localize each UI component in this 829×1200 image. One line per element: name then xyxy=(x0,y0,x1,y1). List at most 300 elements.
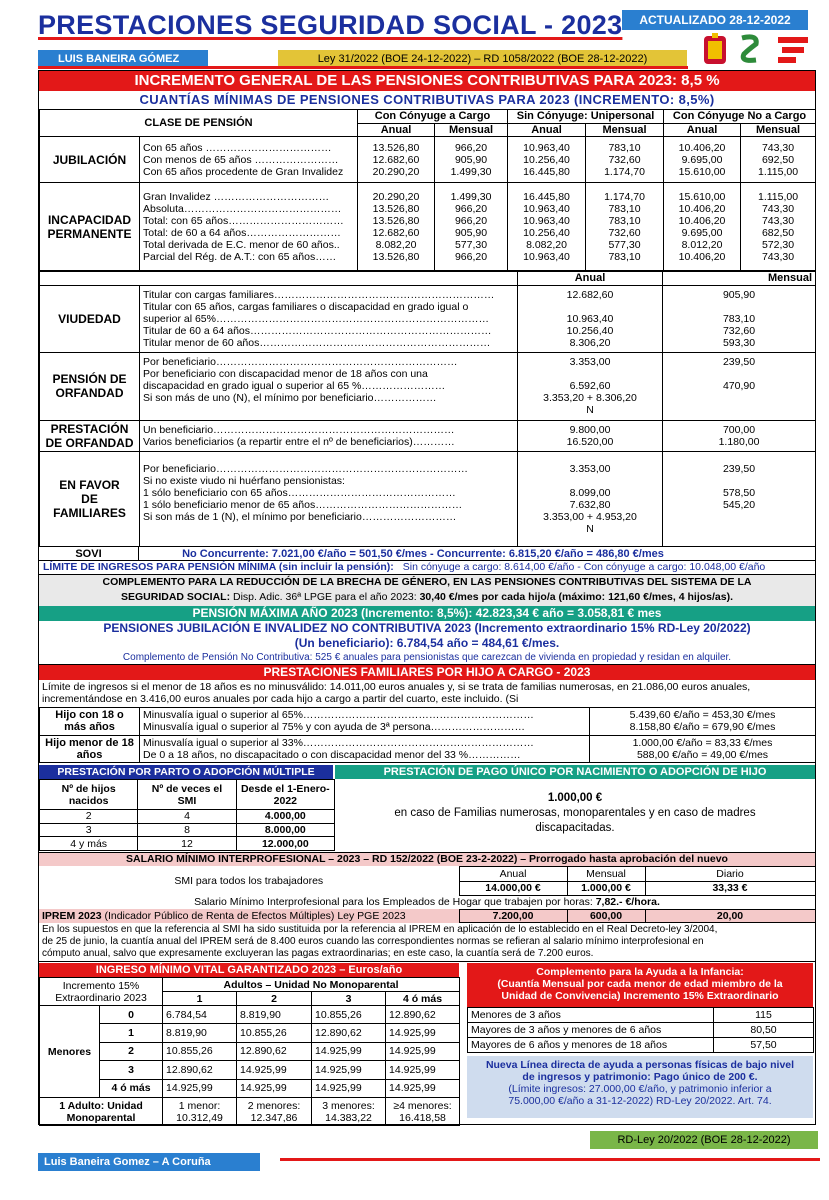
list-line: 6.592,60 xyxy=(569,380,611,393)
mono-key: 2 menores: xyxy=(247,1099,301,1112)
list-line: 966,20 xyxy=(454,202,488,215)
col-header: 3 xyxy=(312,992,386,1006)
list-line: 13.526,80 xyxy=(372,202,420,215)
row-key: 3 xyxy=(100,1061,163,1079)
cell: 6.784,54 xyxy=(163,1006,237,1024)
value-list xyxy=(358,137,435,183)
list-line: Por beneficiario…………………………………………………………… xyxy=(143,356,458,369)
list-line xyxy=(666,511,812,523)
multiple-birth-table xyxy=(39,779,335,851)
new-aid-line: (Límite ingresos: 27.000,00 €/año, y patrimonio inferior a xyxy=(508,1083,772,1095)
cell: 10.855,26 xyxy=(163,1042,237,1060)
cell: 4.000,00 xyxy=(236,810,334,824)
list-line: 8.082,20 xyxy=(526,238,567,251)
list-line: Un beneficiario…………………………………………………………… xyxy=(143,423,455,436)
value-list xyxy=(663,452,816,547)
list-line: 1.000,00 €/año = 83,33 €/mes xyxy=(632,736,773,749)
increase-banner: INCREMENTO GENERAL DE LAS PENSIONES CONTRIBUTIVAS PARA 2023: 8,5 % xyxy=(39,71,815,91)
smi-monthly: 1.000,00 € xyxy=(567,881,645,896)
list-line: Con 65 años ……………………………… xyxy=(143,141,332,154)
list-line: 10.256,40 xyxy=(523,153,570,166)
list-line: 966,20 xyxy=(454,141,488,154)
col-header: 2 xyxy=(237,992,312,1006)
list-line: Absoluta……………………………………… xyxy=(143,202,342,215)
smi-title: SALARIO MÍNIMO INTERPROFESIONAL – 2023 – RD 152/2022 (BOE 23-2-2022) – Prorrogado hasta aprobación del nuevo xyxy=(39,852,815,866)
list-line: 16.520,00 xyxy=(566,435,614,448)
child-benefits-intro xyxy=(39,681,815,707)
cell: 4 y más xyxy=(40,837,138,851)
iprem-monthly: 600,00 xyxy=(567,910,645,923)
single-payment-text: en caso de Familias numerosas, monoparentales y en caso de madres xyxy=(394,807,756,819)
list-line: 10.963,40 xyxy=(523,141,570,154)
list-line: 966,20 xyxy=(454,214,488,227)
child-benefits-title: PRESTACIONES FAMILIARES POR HIJO A CARGO - 2023 xyxy=(39,665,815,680)
list-line: 966,20 xyxy=(454,250,488,263)
cell: 12.890,62 xyxy=(386,1006,460,1024)
cell: 57,50 xyxy=(714,1038,814,1053)
item-list xyxy=(140,137,358,183)
value-list xyxy=(435,183,508,271)
list-line: Total: con 65 años…………………………… xyxy=(143,214,344,227)
sovi-text: No Concurrente: 7.021,00 €/año = 501,50 €/mes - Concurrente: 6.815,20 €/año = 486,80 €/mes xyxy=(182,548,664,560)
list-line: Con menos de 65 años …………………… xyxy=(143,153,339,166)
list-line: 10.406,20 xyxy=(678,141,726,154)
col-header: Anual xyxy=(518,272,663,286)
list-line: 1 sólo beneficiario menor de 65 años…………………………………… xyxy=(143,499,463,512)
list-line: 9.695,00 xyxy=(681,226,723,239)
list-line: 732,60 xyxy=(608,226,641,239)
complement-label: SEGURIDAD SOCIAL: xyxy=(120,591,231,603)
list-line: 1.180,00 xyxy=(718,435,760,448)
list-line: Unidad de Convivencia) Incremento 15% Extraordinario xyxy=(501,990,779,1002)
list-line: 905,90 xyxy=(454,153,488,166)
list-line: 10.406,20 xyxy=(678,202,726,215)
list-line: Total: de 60 a 64 años……………………… xyxy=(143,226,341,239)
list-line xyxy=(521,301,659,313)
list-line: Varios beneficiarios (a repartir entre el nº de beneficiarios)………… xyxy=(143,435,455,448)
list-line: Complemento para la Ayuda a la Infancia: xyxy=(536,966,744,978)
list-line: 3.353,00 + 4.953,20 xyxy=(543,511,637,524)
value-list xyxy=(664,137,741,183)
list-line: 1.499,30 xyxy=(450,190,492,203)
item-list xyxy=(140,183,358,271)
value-list xyxy=(358,183,435,271)
complement-amount: 30,40 €/mes por cada hijo/a (máximo: 121,60 €/mes, 4 hijos/as). xyxy=(419,591,733,603)
cell: 14.925,99 xyxy=(386,1024,460,1042)
item-list xyxy=(140,452,518,547)
list-line: 9.800,00 xyxy=(569,423,611,436)
list-line xyxy=(521,475,659,487)
iprem-desc: (Indicador Público de Renta de Efectos Múltiples) Ley PGE 2023 xyxy=(104,910,406,922)
col-header: Anual xyxy=(358,123,435,137)
iprem-daily: 20,00 xyxy=(645,910,815,923)
list-line: Si son más de uno (N), el mínimo por beneficiario……………… xyxy=(143,392,437,405)
list-line: 20.290,20 xyxy=(372,190,420,203)
cell: 12.000,00 xyxy=(236,837,334,851)
list-line: 783,10 xyxy=(608,141,641,154)
list-line: 732,60 xyxy=(608,153,641,166)
title-divider xyxy=(38,66,688,69)
list-line: 692,50 xyxy=(761,153,795,166)
value-list xyxy=(590,735,816,763)
list-line: Parcial del Rég. de A.T.: con 65 años…… xyxy=(143,250,337,263)
single-payment-box xyxy=(335,779,815,851)
list-line: 12.682,60 xyxy=(372,153,420,166)
list-line: 8.099,00 xyxy=(569,487,611,500)
group-header: Con Cónyuge No a Cargo xyxy=(664,110,816,124)
list-line: 13.526,80 xyxy=(372,250,420,263)
cell: 14.925,99 xyxy=(237,1061,312,1079)
list-line: Titular de 60 a 64 años…………………………………………………………… xyxy=(143,324,492,337)
imv-increase: Incremento 15% Extraordinario 2023 xyxy=(40,978,163,1006)
child-benefits-table xyxy=(39,707,815,763)
col-header: Mensual xyxy=(663,272,816,286)
list-line: 783,10 xyxy=(722,312,756,325)
value-list xyxy=(518,452,663,547)
imv-mono-label: 1 Adulto: Unidad Monoparental xyxy=(40,1098,163,1126)
list-line: De 0 a 18 años, no discapacitado o con discapacidad menor del 33 %…………… xyxy=(143,748,521,761)
list-line: 239,50 xyxy=(722,463,756,476)
list-line: 8.306,20 xyxy=(569,336,611,349)
list-line: 700,00 xyxy=(722,423,756,436)
list-line: 593,30 xyxy=(722,336,756,349)
value-list xyxy=(741,137,816,183)
noncontrib-title: PENSIONES JUBILACIÓN E INVALIDEZ NO CONTRIBUTIVA 2023 (Incremento extraordinario 15% RD-Ley 20/2022) xyxy=(103,621,751,635)
list-line: 16.445,80 xyxy=(523,165,570,178)
cell: 8.819,90 xyxy=(237,1006,312,1024)
list-line: 13.526,80 xyxy=(372,214,420,227)
list-line: 743,30 xyxy=(761,214,795,227)
list-line: 588,00 €/año = 49,00 €/mes xyxy=(636,748,769,761)
list-line: 12.682,60 xyxy=(566,288,614,301)
value-list xyxy=(664,183,741,271)
item-list xyxy=(140,353,518,420)
list-line: Por beneficiario con discapacidad menor de 18 años con una xyxy=(143,368,428,381)
col-header: Mensual xyxy=(567,867,645,882)
col-header: Anual xyxy=(508,123,586,137)
limit-row xyxy=(39,561,815,574)
list-line: 1.115,00 xyxy=(757,190,799,203)
list-line: 10.256,40 xyxy=(566,324,614,337)
list-line: N xyxy=(586,404,594,417)
col-header: Diario xyxy=(645,867,815,882)
updated-badge: ACTUALIZADO 28-12-2022 xyxy=(622,10,808,30)
item-list xyxy=(140,708,590,736)
list-line: 682,50 xyxy=(761,226,795,239)
sovi-label: SOVI xyxy=(39,547,139,561)
list-line xyxy=(666,523,812,535)
col-header: Nº de veces el SMI xyxy=(138,780,236,810)
list-line: En los supuestos en que la referencia al SMI ha sido sustituida por la referencia al IPREM en aplicación de lo establecido en el Real Decreto-ley 3/2004, xyxy=(42,924,718,935)
iprem-row xyxy=(39,909,815,923)
mono-key: 3 menores: xyxy=(322,1099,375,1112)
smi-table xyxy=(39,866,815,896)
imv-section xyxy=(39,963,815,1126)
sovi-row xyxy=(39,547,815,561)
gender-gap-complement xyxy=(39,574,815,606)
smi-annual: 14.000,00 € xyxy=(459,881,567,896)
col-header: Desde el 1-Enero-2022 xyxy=(236,780,334,810)
cell: 8.000,00 xyxy=(236,823,334,837)
row-label: JUBILACIÓN xyxy=(40,137,140,183)
list-line: 10.963,40 xyxy=(566,312,614,325)
col-header: Mensual xyxy=(586,123,664,137)
list-line xyxy=(666,301,812,313)
value-list xyxy=(518,420,663,452)
minimum-title: CUANTÍAS MÍNIMAS DE PENSIONES CONTRIBUTIVAS PARA 2023 (INCREMENTO: 8,5%) xyxy=(139,92,715,107)
cell: 14.925,99 xyxy=(312,1079,386,1097)
list-line: 783,10 xyxy=(608,202,641,215)
list-line: 470,90 xyxy=(722,380,756,393)
list-line: Total derivada de E.C. menor de 60 años.. xyxy=(143,238,340,251)
row-key: 0 xyxy=(100,1006,163,1024)
cell: 3 xyxy=(40,823,138,837)
list-line: 743,30 xyxy=(761,141,795,154)
single-payment-text: discapacitadas. xyxy=(535,822,615,834)
item-list xyxy=(140,735,590,763)
list-line xyxy=(521,368,659,380)
list-line: 1 sólo beneficiario con 65 años………………………………………… xyxy=(143,487,456,500)
multiple-birth-title: PRESTACIÓN POR PARTO O ADOPCIÓN MÚLTIPLE xyxy=(39,765,333,779)
limit-label: LÍMITE DE INGRESOS PARA PENSIÓN MÍNIMA (sin incluir la pensión): xyxy=(43,561,394,573)
list-line: 16.445,80 xyxy=(523,190,570,203)
footer-author: Luis Baneira Gomez – A Coruña xyxy=(38,1153,260,1171)
list-line: 8.082,20 xyxy=(375,238,417,251)
item-list xyxy=(140,420,518,452)
page-title: PRESTACIONES SEGURIDAD SOCIAL - 2023 xyxy=(38,10,623,40)
list-line: 239,50 xyxy=(722,356,756,369)
list-line: 20.290,20 xyxy=(372,165,420,178)
list-line xyxy=(666,368,812,380)
footer-divider xyxy=(280,1158,820,1161)
list-line: 783,10 xyxy=(608,250,641,263)
list-line: Gran Invalidez …………………………… xyxy=(143,190,330,203)
col-header: Nº de hijos nacidos xyxy=(40,780,138,810)
complement-title: COMPLEMENTO PARA LA REDUCCIÓN DE LA BRECHA DE GÉNERO, EN LAS PENSIONES CONTRIBUTIVAS DEL SISTEMA DE LA xyxy=(102,576,752,588)
single-payment-title: PRESTACIÓN DE PAGO ÚNICO POR NACIMIENTO O ADOPCIÓN DE HIJO xyxy=(335,765,815,779)
value-list xyxy=(590,708,816,736)
iprem-note xyxy=(39,924,815,962)
new-aid-line: Nueva Línea directa de ayuda a personas físicas de bajo nivel xyxy=(485,1059,795,1071)
iprem-label: IPREM 2023 xyxy=(42,910,102,922)
new-aid-line: de ingresos y patrimonio: Pago único de 200 €. xyxy=(522,1071,758,1083)
mono-key: ≥4 menores: xyxy=(393,1099,452,1112)
list-line xyxy=(143,404,514,416)
cell: 14.925,99 xyxy=(312,1061,386,1079)
list-line xyxy=(666,404,812,416)
cell: 8.819,90 xyxy=(163,1024,237,1042)
list-line: 743,30 xyxy=(761,250,795,263)
list-line: 577,30 xyxy=(608,238,641,251)
row-label: Hijo menor de 18 años xyxy=(40,735,140,763)
cell: 8 xyxy=(138,823,236,837)
minimum-pensions-table xyxy=(39,109,815,271)
value-list xyxy=(586,183,664,271)
list-line: Minusvalía igual o superior al 65%………………………………………………………… xyxy=(143,709,534,722)
max-pension-banner: PENSIÓN MÁXIMA AÑO 2023 (Incremento: 8,5%): 42.823,34 € año = 3.058,81 € mes xyxy=(39,606,815,621)
coat-of-arms-icon xyxy=(704,33,726,64)
row-label: PRESTACIÓN DE ORFANDAD xyxy=(40,420,140,452)
list-line: 1.499,30 xyxy=(450,165,492,178)
benefits-sheet xyxy=(38,70,816,1125)
other-pensions-table xyxy=(39,271,815,547)
row-label: INCAPACIDAD PERMANENTE xyxy=(40,183,140,271)
group-header: Sin Cónyuge: Unipersonal xyxy=(508,110,664,124)
group-header: Con Cónyuge a Cargo xyxy=(358,110,508,124)
cell: Menores de 3 años xyxy=(468,1008,714,1023)
value-list xyxy=(663,353,816,420)
single-payment-amount: 1.000,00 € xyxy=(547,792,603,804)
list-line: Por beneficiario……………………………………………………………… xyxy=(143,463,468,476)
cell: 14.925,99 xyxy=(237,1079,312,1097)
list-line: 8.158,80 €/año = 679,90 €/mes xyxy=(629,721,776,734)
imv-title: INGRESO MÍNIMO VITAL GARANTIZADO 2023 – Euros/año xyxy=(39,963,459,977)
smi-daily: 33,33 € xyxy=(645,881,815,896)
value-list xyxy=(586,137,664,183)
list-line: 743,30 xyxy=(761,202,795,215)
list-line: 13.526,80 xyxy=(372,141,420,154)
col-header: Mensual xyxy=(741,123,816,137)
infancia-title xyxy=(467,963,813,1007)
mono-key: 1 menor: xyxy=(178,1099,221,1112)
cell: Mayores de 3 años y menores de 6 años xyxy=(468,1023,714,1038)
item-list xyxy=(140,285,518,352)
imv-table xyxy=(39,977,459,1126)
list-line: 1.174,70 xyxy=(604,165,645,178)
imv-adults-header: Adultos – Unidad No Monoparental xyxy=(163,978,460,992)
list-line: 10.963,40 xyxy=(523,202,570,215)
complement-ref: Disp. Adic. 36ª LPGE para el año 2023: xyxy=(233,591,417,603)
cell: 12.890,62 xyxy=(312,1024,386,1042)
smi-label: SMI para todos los trabajadores xyxy=(174,875,324,887)
cell: 12 xyxy=(138,837,236,851)
row-label: VIUDEDAD xyxy=(40,285,140,352)
list-line: superior al 65%…………………………………………………………………… xyxy=(143,312,489,325)
list-line: Titular con cargas familiares……………………………………………………… xyxy=(143,288,495,301)
row-key: 4 ó más xyxy=(100,1079,163,1097)
class-header: CLASE DE PENSIÓN xyxy=(40,110,358,137)
list-line: discapacidad en grado igual o superior al 65 %…………………… xyxy=(143,380,446,393)
imv-minors-label: Menores xyxy=(40,1006,100,1098)
row-key: 2 xyxy=(100,1042,163,1060)
list-line xyxy=(666,392,812,404)
value-list xyxy=(435,137,508,183)
infancia-table xyxy=(467,1007,813,1053)
list-line: 572,30 xyxy=(761,238,795,251)
cell: Mayores de 6 años y menores de 18 años xyxy=(468,1038,714,1053)
list-line: Límite de ingresos si el menor de 18 años es no minusválido: 14.011,00 euros anuales y, si se trata de familias numerosas, en 21.086,00 euros anuales, xyxy=(42,681,751,693)
domestic-smi-label: Salario Mínimo Interprofesional para los Empleados de Hogar que trabajen por horas: xyxy=(194,896,593,908)
social-security-logo-icon xyxy=(742,37,756,61)
list-line: Si son más de 1 (N), el mínimo por beneficiario……………………… xyxy=(143,511,457,524)
list-line: 7.632,80 xyxy=(569,499,611,512)
list-line: de 25 de junio, la cuantía anual del IPREM será de 8.400 euros cuando las correspondientes normas se refieran al salario mínimo interprofesional en xyxy=(42,936,704,947)
mono-value: 16.418,58 xyxy=(399,1111,446,1124)
list-line: N xyxy=(586,523,594,536)
row-label: Hijo con 18 o más años xyxy=(40,708,140,736)
list-line: Minusvalía igual o superior al 33%………………………………………………………… xyxy=(143,736,534,749)
list-line: 783,10 xyxy=(608,214,641,227)
value-list xyxy=(663,420,816,452)
list-line: 5.439,60 €/año = 453,30 €/mes xyxy=(629,709,776,722)
list-line: 12.682,60 xyxy=(372,226,420,239)
list-line: 9.695,00 xyxy=(681,153,723,166)
list-line: 732,60 xyxy=(722,324,756,337)
list-line: 15.610,00 xyxy=(678,190,726,203)
noncontributory xyxy=(39,621,815,665)
cell: 14.925,99 xyxy=(386,1079,460,1097)
cell: 10.855,26 xyxy=(312,1006,386,1024)
list-line xyxy=(666,475,812,487)
list-line: 15.610,00 xyxy=(678,165,726,178)
cell: 14.925,99 xyxy=(163,1079,237,1097)
cell: 12.890,62 xyxy=(163,1061,237,1079)
limit-text: Sin cónyuge a cargo: 8.614,00 €/año - Con cónyuge a cargo: 10.048,00 €/año xyxy=(402,561,766,573)
col-header: Mensual xyxy=(435,123,508,137)
list-line: 10.256,40 xyxy=(523,226,570,239)
row-label: PENSIÓN DE ORFANDAD xyxy=(40,353,140,420)
law-reference: Ley 31/2022 (BOE 24-12-2022) – RD 1058/2022 (BOE 28-12-2022) xyxy=(278,50,687,68)
brand-logo-icon xyxy=(778,40,808,60)
col-header: 1 xyxy=(163,992,237,1006)
mono-value: 14.383,22 xyxy=(325,1111,372,1124)
list-line: 1.174,70 xyxy=(604,190,645,203)
noncontrib-complement: Complemento de Pensión No Contributiva: 525 € anuales para pensionistas que carezcan de vivienda en propiedad y residan en alquiler. xyxy=(122,652,732,663)
iprem-annual: 7.200,00 xyxy=(459,910,567,923)
col-header: 4 ó más xyxy=(386,992,460,1006)
list-line: (Cuantía Mensual por cada menor de edad miembro de la xyxy=(497,978,783,990)
list-line: 545,20 xyxy=(722,499,756,512)
domestic-smi-value: 7,82.- €/hora. xyxy=(595,896,660,908)
list-line: 3.353,00 xyxy=(569,356,611,369)
list-line: 578,50 xyxy=(722,487,756,500)
cell: 12.890,62 xyxy=(237,1042,312,1060)
cell: 115 xyxy=(714,1008,814,1023)
value-list xyxy=(508,183,586,271)
list-line: Minusvalía igual o superior al 75% y con ayuda de 3ª persona……………………… xyxy=(143,721,526,734)
list-line: Con 65 años procedente de Gran Invalidez xyxy=(143,165,344,178)
list-line: Si no existe viudo ni huérfano pensionistas: xyxy=(143,475,345,488)
author-badge: LUIS BANEIRA GÓMEZ xyxy=(38,50,208,68)
birth-benefits xyxy=(39,765,815,851)
cell: 10.855,26 xyxy=(237,1024,312,1042)
cell: 14.925,99 xyxy=(312,1042,386,1060)
value-list xyxy=(508,137,586,183)
list-line: 10.963,40 xyxy=(523,214,570,227)
row-key: 1 xyxy=(100,1024,163,1042)
list-line: Titular con 65 años, cargas familiares o discapacidad en grado igual o xyxy=(143,300,469,313)
list-line: 10.963,40 xyxy=(523,250,570,263)
cell: 2 xyxy=(40,810,138,824)
list-line: 3.353,00 xyxy=(569,463,611,476)
list-line xyxy=(143,523,514,535)
cell: 80,50 xyxy=(714,1023,814,1038)
list-line: 3.353,20 + 8.306,20 xyxy=(543,392,637,405)
list-line: Titular menor de 60 años………………………………………………………… xyxy=(143,336,491,349)
logos xyxy=(700,32,820,68)
noncontrib-amount: (Un beneficiario): 6.784,54 año = 484,61 €/mes. xyxy=(294,636,560,650)
value-list xyxy=(518,285,663,352)
list-line: 8.012,20 xyxy=(681,238,723,251)
list-line: 905,90 xyxy=(722,288,756,301)
row-label: EN FAVOR DE FAMILIARES xyxy=(40,452,140,547)
value-list xyxy=(741,183,816,271)
cell: 14.925,99 xyxy=(386,1061,460,1079)
domestic-smi xyxy=(39,896,815,909)
col-header: Anual xyxy=(664,123,741,137)
list-line: cómputo anual, salvo que expresamente excluyeran las pagas extraordinarias; en este caso, la cuantía será de 7.200 euros. xyxy=(42,948,594,959)
list-line: 1.115,00 xyxy=(757,165,799,178)
